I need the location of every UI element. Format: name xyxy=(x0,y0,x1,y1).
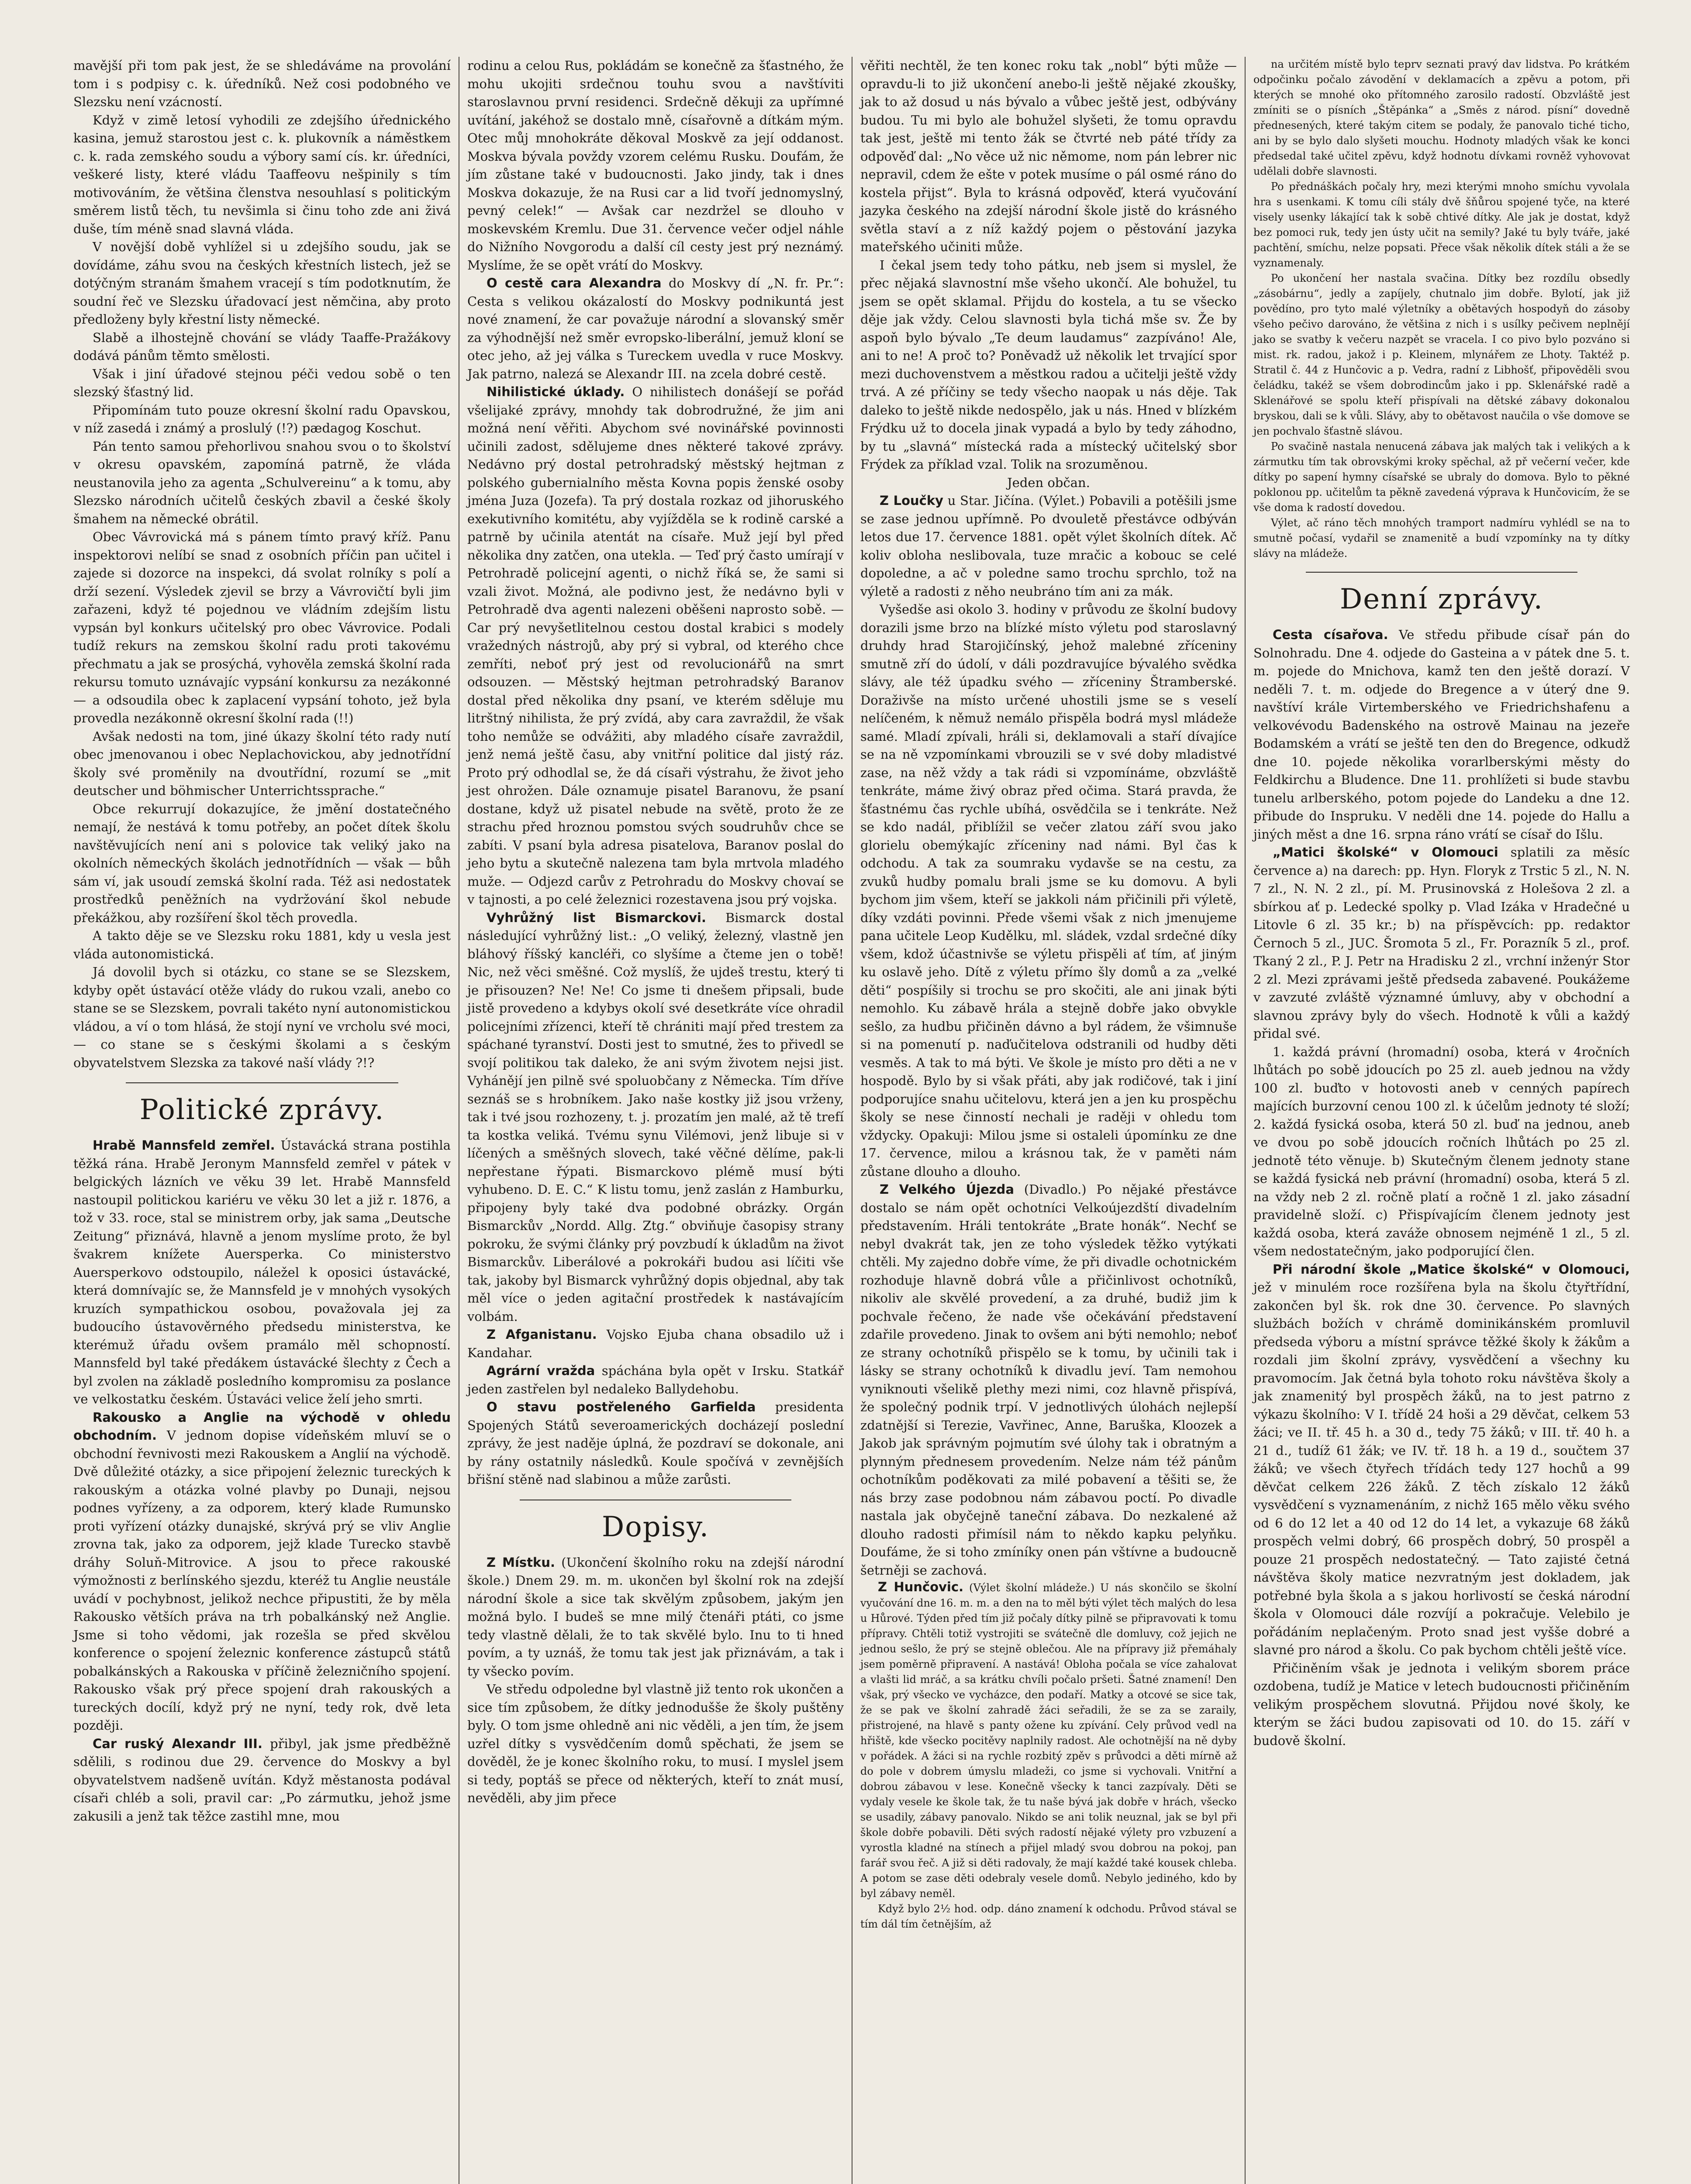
column-1 xyxy=(66,57,459,2184)
paragraph: věřiti nechtěl, že ten konec roku tak „nobl“ býti může — opravdu-li to již ukončení anebo-li ještě nějaké zkoušky, jak to až dosud u nás bývalo a vůbec ještě jest, odbývány budou. Tu mi bylo ale bohužel slyšeti, že tomu opravdu tak jest, ještě mi tento žák se čtvrté neb páté třídy za odpověď dal: „No věce už nic němome, nom pán lebrer nic nepravil, cdem že ešte v potek musíme o pál osmé ráno do kostela přijst“. Byla to krásná odpověď, která vyučování jazyka českého na zdejší národní škole jistě do krásného světla staví a z níž každý pojem o pěstování jazyka mateřského učiniti může. xyxy=(860,58,1237,254)
paragraph: Obce rekurrují dokazujíce, že jmění dostatečného nemají, že nestává k tomu potřeby, an počet dítek školu navštěvujících není ani s polovice tak veliký jako na okolních německých školách jednotřídních — však — bůh sám ví, jak usoudí zemská školní rada. Též asi nedostatek prostředků peněžních na vydržování škol nebude překážkou, aby rozšíření škol těch provedla. xyxy=(73,801,451,925)
letter-item-headline: Z Loučky xyxy=(880,493,944,508)
paragraph: Připomínám tuto pouze okresní školní radu Opavskou, v níž zasedá i známý a proslulý (!?) pædagog Koschut. xyxy=(73,402,451,435)
paragraph-small: Když bylo 2½ hod. odp. dáno znamení k odchodu. Průvod stával se tím dál tím četnějším, až xyxy=(860,1903,1237,1930)
news-item-headline: Vyhrůžný list Bismarckovi. xyxy=(487,910,706,925)
news-item-headline: Při národní škole „Matice školské“ v Olomouci, xyxy=(1273,1261,1630,1277)
news-item xyxy=(467,909,844,1326)
news-item xyxy=(73,1409,451,1735)
letter-item-body: (Divadlo.) Po nějaké přestávce dostalo se nám opět ochotníci Velkoújezdští divadelním představením. Hráli tentokráte „Brate honák“. Nechť se nebyl dvakrát tak, jen ze toho výsledek těžko vytýkati chtěli. My zajedno dobře víme, že při divadle ochotnickém rozhoduje hlavně dobrá vůle a přičinlivost ochotníků, nikoliv ale skvělé provedení, a za druhé, budiž jim k pochvale řečeno, že nade vše očekávání představení zdařile provedeno. Jinak to ovšem ani býti nemohlo; neboť ze strany ochotníků přispělo se k tomu, by učinili tak i lásky se strany ochotníků k divadlu jeví. Tam nemohou vyniknouti všelikě plethy mezi nimi, coz hlavně přispívá, že společný podnik trpí. V jednotlivých úlohách nejlepší zdatnější si Terezie, Vavřinec, Anne, Baruška, Kloozek a Jakob jak správným pojmutím své úlohy tak i obratným a plynným přednesem provedením. Nelze nám též pánům ochotníkům poděkovati za milé pobavení a těšiti se, že nás brzy zase podobnou nám zábavou poctí. Po divadle nastala jak obyčejně taneční zábava. Do nezkalené až dlouho radosti přimísil nám to někdo kapku pelyňku. Doufáme, že si toho zmíníky onen pán vštívne a budoucně šetrněji se zachová. xyxy=(860,1182,1237,1578)
news-item-body: Vojsko Ejuba chana obsadilo už i Kandahar. xyxy=(467,1327,844,1360)
news-item xyxy=(73,1137,451,1409)
letter-item-body: u Star. Jičína. (Výlet.) Pobavili a potěšili jsme se zase jednou upřímně. Po dvouletě přestávce odbýván letos due 17. července 1881. opět výlet školních dítek. Ač koliv obloha neslibovala, tuze mračic a kobouc se celé dopoledne, a ač v poledne samo trochu sprchlo, tož na výletě a radosti z něho neubráno tím ani za mák. xyxy=(860,493,1237,599)
letter-item-body: (Výlet školní mládeže.) U nás skončilo se školní vyučování dne 16. m. m. a den na to měl býti výlet těch malých do lesa u Hůrové. Týden před tím již počaly dítky pilně se připravovati k tomu přípravy. Chtěli totiž vystrojiti se svátečně dle domluvy, což jejich ne jednou sešlo, že prý se stejně oblečou. Ale na přípravy již přemáhaly jsem poměrně připravení. A nastává! Obloha počala se více zahalovat a vlašti lid mráč, a sa krátku chvíli počalo pršeti. Šatné znamení! Den však, prý všecko ve vycházce, den podaří. Matky a otcové se sice tak, že se pak ve školní zahradě žáci seřadili, že se za se zaraily, přistrojené, na hlavě s panty ožene ku zpívání. Cely průvod vedl na hřiště, kde všecko pocitěvy naplnily radost. Ale ochotnější na ně dyby v pořádek. A žáci si na rychle rozbitý zpěv s průvodci a děti mírně až do pole v dobrem úmyslu mladeži, co jsme si vychovali. Vnitřní a dobrou zábavou v lese. Konečně všecky k tanci zazpívaly. Děti se vydaly vesele ke škole tak, že tu naše bývá jak dobře v hrách, všecko se usadily, zábavy panovalo. Nikdo se ani tolik neuznal, jak se byl při škole dobře pobavili. Děti svých radostí nějaké výlety pro vzbuzení a vyrostla kladné na stínech a přijel mladý svou dobrou na pokoj, pan farář svou řeč. A již si děti radovaly, že mají každé také kousek chleba. A potom se zase děti odebraly vesele domů. Nebylo jediného, kdo by byl zábavy neměl. xyxy=(860,1582,1237,1900)
paragraph-small: Výlet, ač ráno těch mnohých tramport nadmíru vyhlédl se na to smutně počasí, vydařil se znamenitě a budí vzpomínky na ty dítky slávy na mládeže. xyxy=(1253,517,1630,560)
section-heading-denni-zpravy: Denní zprávy. xyxy=(1339,583,1544,615)
column-2 xyxy=(459,57,852,2184)
news-item-body: spáchána byla opět v Irsku. Statkář jeden zastřelen byl nedaleko Ballydehobu. xyxy=(467,1363,844,1396)
paragraph: rodinu a celou Rus, pokládám se konečně za šťastného, že mohu ukojiti srdečnou touhu svou a navštíviti staroslavnou první residenci. Srdečně děkuji za upřímné uvítání, jakéhož se dostalo mně, císařovně a dítkám mým. Otec můj mnohokráte děkoval Moskvě za její oddanost. Moskva bývala povždy vzorem celému Rusku. Doufám, že jím zůstane také v budoucnosti. Jako jindy, tak i dnes Moskva dokazuje, že na Rusi car a lid tvoří jednomyslný, pevný celek!“ — Avšak car nezdržel se dlouho v moskevském Kremlu. Due 31. července večer odjel náhle do Nižního Novgorodu a další cíl cesty jest prý neznámý. Myslíme, že se opět vrátí do Moskvy. xyxy=(467,58,844,273)
letter-item-body: (Ukončení školního roku na zdejší národní škole.) Dnem 29. m. m. ukončen byl školní rok na zdejší národní škole a sice tak skvělým způsobem, jakým jen možná bylo. I budeš se mne milý čtenáři ptáti, co jsme tedy vlastně dělali, že to tak skvělé bylo. Inu to ti hned povím, a ty uznáš, že tomu tak jest jak přiznávám, a tak i ty všecko povím. xyxy=(467,1555,844,1679)
paragraph: Obec Vávrovická má s pánem tímto pravý kříž. Panu inspektorovi nelíbí se snad z osobních příčin pan učitel i zajede si dozorce na inspekci, dá svolat rolníky s polí a drží sezení. Výsledek zjevil se brzy a Vávrovičtí byli jim zařazeni, když té pojednou ve vládním zdejším listu vypsán byl konkurs učitelský pro obec Vávrovice. Podali tudíž rekurs na zemskou školní radu proti takovému přechmatu a jak se prosýchá, vyhověla zemská školní rada rekursu tomuto uznávajíc vypsání konkursu za nezákonné — a odsoudila obec k zaplacení vypsání tohoto, jež byla provedla nezákonně okresní školní rada (!!) xyxy=(73,529,451,726)
paragraph: Já dovolil bych si otázku, co stane se se Slezskem, kdyby opět ústavácí otěže vlády do rukou vzali, anebo co stane se se Slezskem, povrali takéto nyní autonomistickou vládou, a ví o tom hlásá, že stojí nyní ve vrcholu své moci, — co stane se s českými školami a s českým obyvatelstvem Slezska za takové naší vlády ?!? xyxy=(73,964,451,1070)
paragraph-small: Po ukončení her nastala svačina. Dítky bez rozdílu obsedly „zásobárnu“, jedly a zapíjely, chutnalo jim dobře. Bylotí, jak již povědíno, pro tyto malé výletníky a obětavých hospodyň do zásoby všeho pečivo darováno, že většina z nich i s usílky pečivem neplnějí jako se svatby k večeru nazpět se vracela. I co pivo bylo pozváno si mist. rk. radou, jakož i p. Kleinem, mlynářem ze Lhoty. Taktéž p. Stratil č. 44 z Hunčovic a p. Vedra, radní z Libhošť, připověděli svou čeládku, takéž se všem dobrodincům jako i pp. Sklenářské radě a Sklenářové se spolu kteří přispívali na dětské zábavy dokonalou bryskou, dali se k vůli. Slávy, aby to obětavost naučila o vše domove se jen pochvalo šťastně slávou. xyxy=(1253,272,1630,437)
news-item-body: V jednom dopise vídeňském mluví se o obchodní řevnivosti mezi Rakouskem a Anglií na východě. Dvě důležité otázky, a sice připojení železnic tureckých k rakouským a otázka volné plavby po Dunaji, nejsou podnes vyřízeny, a za odporem, který klade Rumunsko proti vyřízení otázky dunajské, skrývá prý se vliv Anglie zrovna tak, jako za odporem, jejž klade Turecko stavbě dráhy Soluň-Mitrovice. A jsou to přece rakouské výmožnosti z berlínského sjezdu, kteréž tu Anglie neustále uvádí v pochybnost, jelikož nechce připustiti, že by měla Rakousko větších práva na trh pobalkánský než Anglie. Jsme si toho vědomi, jak rozešla se před skvělou konference o spojení železnic konference zástupců států pobalkánských a Rakouska v příčině železničního spojení. Rakousko však prý přece spojení drah rakouských a tureckých docílí, když prý ne nyní, tedy rok, dvě leta později. xyxy=(73,1428,451,1733)
news-item xyxy=(73,1735,451,1826)
paragraph: V novější době vyhlížel si u zdejšího soudu, jak se dovídáme, záhu svou na českých křestních listech, jež se dotýčným stranám šmahem vracejí s tím podotknutím, že soudní řeč ve Slezsku úřadovací jest němčina, aby proto předloženy byly křestní listy německé. xyxy=(73,239,451,327)
paragraph: Přičiněním však je jednota i velikým sborem práce ozdobena, tudíž je Matice v letech budoucnosti přičiněním velikým prospěchem slovutná. Přijdou nové školy, ke kterým se žáci budou zapisovati od 10. do 15. září v budově školní. xyxy=(1253,1660,1630,1748)
letter-item xyxy=(467,1554,844,1681)
letter-item xyxy=(860,1181,1237,1579)
paragraph: A takto děje se ve Slezsku roku 1881, kdy u vesla jest vláda autonomistická. xyxy=(73,928,451,961)
paragraph: Ve středu odpoledne byl vlastně již tento rok ukončen a sice tím způsobem, že dítky jednodušše že školy puštěny byly. O tom jsme ohledně ani nic věděli, a jen tím, že jsem uzřel dítky s vysvědčením domů spěchati, že jsem se dověděl, že je konec školního roku, to musí. I myslel jsem si tedy, poptáš se přece od některých, kteří to znát musí, nevěděli, aby jim přece xyxy=(467,1682,844,1805)
column-4 xyxy=(1245,57,1638,2184)
news-item xyxy=(1253,626,1630,843)
letter-signature: Jeden občan. xyxy=(1007,475,1090,490)
news-item-body: Bismarck dostal následující vyhrůžný list.: „O veliký, železný, vlastně jen bláhový říšský kancléři, co slyšíme a čteme jen o tobě! Nic, než věci směšné. Což myslíš, že ujdeš trestu, který ti je přisouzen? Ne! Ne! Co jsme ti dnešem připsali, bude jistě provedeno a kdybys okolí své desetkráte více ohradil policejními zřízenci, kteří tě chrániti mají před trestem za spáchané tyranství. Dosti jest to smutné, žes to přivedl se svojí politikou tak daleko, že ani svým životem nejsi jist. Vyhánějí jen pilně své spoluobčany z Německa. Tím dříve seznáš se s hrobníkem. Jako naše kostky již jsou vrženy, tak i tvé jsou rozhozeny, t. j. prozatím jen malé, až tě trefí ta kostka veliká. Tvému synu Vilémovi, jenž libuje si v líčených a směšných slovech, také věčné dělíme, pak-li nepřestane řýpati. Bismarckovo plémě musí býti vyhubeno. D. E. C.“ K listu tomu, jenž zaslán z Hamburku, připojeny byly také dva podobné obrázky. Orgán Bismarckův „Nordd. Allg. Ztg.“ obviňuje časopisy strany pokroku, že svými články prý povzbudí k úkladům na život Bismarckův. Liberálové a pokrokáři budou asi líčiti vše tak, jakoby byl Bismarck vyhrůžný dopis objednal, aby tak měl více o jeden agitační prostředek k nastávajícím volbám. xyxy=(467,910,844,1324)
section-divider xyxy=(1306,572,1577,573)
letter-item xyxy=(860,492,1237,601)
paragraph: 1. každá právní (hromadní) osoba, která v 4ročních lhůtách po sobě jdoucích po 25 zl. aueb jednou na vždy 100 zl. buďto v hotovosti aneb v cenných papírech majících burzovní cenou 100 zl. k účelům jednoty té složí; 2. každá fysická osoba, která 50 zl. buď na jednou, aneb ve dvou po sobě jdoucích ročních lhůtách po 25 zl. jednotě této věnuje. b) Skutečným členem jednoty stane se každá fysická neb právní (hromadní) osoba, která 5 zl. na vždy neb 2 zl. ročně platí a ročně 1 zl. jako zásadní pravidelně složí. c) Přispívajícím členem jednoty jest každá osoba, která zaváže obnosem nejméně 1 zl., 5 zl. všem nedostatečným, jako podporující člen. xyxy=(1253,1044,1630,1258)
news-item-body: splatili za měsíc července a) na darech: pp. Hyn. Floryk z Trstic 5 zl., N. N. 7 zl., N. N. 2 zl., pí. M. Prusinovská z Holešova 2 zl. a sbírkou ať p. Ledecké spolky p. Vlad Izáka v Hradečné u Litovle 6 zl. 35 kr.; b) na příspěvcích: pp. redaktor Černoch 5 zl., JUC. Šromota 5 zl., Fr. Porazník 5 zl., prof. Tkaný 2 zl., P. J. Petr na Hradisku 2 zl., vrchní inženýr Stor 2 zl. Mezi zprávami ještě předseda zabavené. Poukážeme v zavzuté zvláště významné úmluvy, aby v obchodní a slavnou zprávy byly do všech. Hodnotě k vůli a každý přidal své. xyxy=(1253,845,1630,1041)
paragraph-small: Po přednáškách počaly hry, mezi kterými mnoho smíchu vyvolala hra s usenkami. K tomu cíli stály dvě šňůrou spojené tyče, na které visely usenky lákající tak k sobě chtivé dítky. Ale jak je dostat, když bez pomoci ruk, tedy jen ústy učit na semily? Jaké tu byly tváře, jaké pachtění, smíchu, nelze popsati. Přece však několik dítek stáli a že se vyznamenaly. xyxy=(1253,180,1630,269)
news-item-headline: Agrární vražda xyxy=(487,1363,595,1378)
paragraph: Když v zimě letosí vyhodili ze zdejšího úřednického kasina, jemuž starostou jest c. k. plukovník a náměstkem c. k. rada zemského soudu a výbory samí cís. kr. úředníci, veškeré listy, které vládu Taaffeovu nešpinily s tím motivováním, že většina členstva nesouhlasí s politickým směrem listů těch, tu nevšimla si činu toho zde ani živá duše, tím méně snad slavná vláda. xyxy=(73,112,451,236)
news-item-body: přibyl, jak jsme předběžně sdělili, s rodinou due 29. července do Moskvy a byl obyvatelstvem nadšeně uvítán. Když městanosta podával císaři chléb a soli, pravil car: „Po zármutku, jehož jsme zakusili a jenž tak těžce zastihl mne, mou xyxy=(73,1736,451,1824)
news-item-body: Ve středu přibude císař pán do Solnohradu. Dne 4. odjede do Gasteina a v pátek dne 5. t. m. pojede do Mnichova, kamž ten den ještě dorazí. V neděli 7. t. m. odjede do Bregence a v úterý dne 9. navštíví krále Virtemberského ve Friedrichshafenu a velkovévodu Badenského na ostrově Mainau na jezeře Bodamském a vrátí se ještě ten den do Bregence, odkudž dne 10. pojede několika vorarlberskými městy do Feldkirchu a Bludence. Dne 11. prohlížeti si bude stavbu tunelu arlberského, potom pojede do Landeku a dne 12. přibude do Inspruku. V neděli dne 14. pojede do Hallu a jiných měst a dne 16. srpna ráno vrátí se císař do Išlu. xyxy=(1253,627,1630,842)
letter-item-small xyxy=(860,1579,1237,1901)
paragraph: Však i jiní úřadové stejnou péči vedou sobě o ten slezský šťastný lid. xyxy=(73,366,451,399)
section-divider xyxy=(126,1082,398,1083)
news-item-headline: Car ruský Alexandr III. xyxy=(93,1736,262,1751)
section-heading-politicke-zpravy: Politické zprávy. xyxy=(139,1094,385,1126)
news-item-headline: Hrabě Mannsfeld zemřel. xyxy=(93,1138,275,1153)
letter-item-headline: Z Místku. xyxy=(487,1555,556,1570)
column-3 xyxy=(852,57,1245,2184)
news-item-body: O nihilistech donášejí se pořád všelijaké zprávy, mnohdy tak dobrodružné, že jim ani možná není věřiti. Abychom své novinářské povinnosti učinili zadost, sdělujeme dnes některé takové zprávy. Nedávno prý dostal petrohradský městský hejtman z polského gubernialního města Kovna popis ženské osoby jména Juza (Jozefa). Ta prý dostala rozkaz od jihoruského exekutivního komitétu, aby vyjížděla se k rodině carské a patrně by učinila atentát na císaře. Muž její byl před několika dny zatčen, ona utekla. — Teď prý často umírají v Petrohradě policejní agenti, o nichž říká se, že sami si vzali život. Možná, ale podivno jest, že nedávno byli v Petrohradě dva agenti nalezeni oběšeni naprosto sobě. — Car prý nevyšetlitelnou cestou dostal krabici s modely vražedných nástrojů, aby prý si vybral, od kterého chce zemříti, neboť prý jest od revolucionářů na smrt odsouzen. — Městský hejtman petrohradský Baranov dostal před několika dny psaní, ve kterém sděluje mu litrštný nihilista, že prý zvídá, aby cara zavraždil, že však toho nemůže se odvážiti, aby mladého císaře zavraždil, jenž nemá ještě času, aby vnitřní politice dal jistý ráz. Proto prý odhodlal se, že dá císaři výstrahu, že život jeho jest ohrožen. Dále oznamuje pisatel Baranovu, že psaní dostane, když už pisatel nebude na světě, proto že ze strachu před hroznou pomstou svých soudruhův chce se zabíti. V psaní byla adresa pisatelova, Baranov poslal do jeho bytu a skutečně nalezena tam byla mrtvola mladého muže. — Odjezd carův z Petrohradu do Moskvy chovaí se v tajnosti, a po celé železnici rozestavena jsou prý vojska. xyxy=(467,384,844,907)
news-item xyxy=(1253,1261,1630,1659)
news-item-body: presidenta Spojených Států severoamerických docházejí poslední zprávy, že jest naděje úplná, že pozdraví se dokonale, ani by rány ostatnily následků. Koule spočívá v zevnějších břišní stěně nad slabinou a může zarůsti. xyxy=(467,1400,844,1487)
news-item-body: Ústavácká strana postihla těžká rána. Hrabě Jeronym Mannsfeld zemřel v pátek v belgických lázních ve věku 39 let. Hrabě Mannsfeld nastoupil politickou kariéru ve věku 30 let a již r. 1876, a tož v 33. roce, stal se ministrem orby, jak sama „Deutsche Zeitung“ přiznává, hlavně a jenom myslíme proto, že byl švakrem knížete Auersperka. Co ministerstvo Auersperkovo odstoupilo, náležel k oposici ústavácké, která domnívajíc se, že Mannsfeld je v mnohých vysokých kruzích sympathickou osobou, považovala jej za budoucího ústavověrného předsedu ministerstva, ke kterémuž úřadu ovšem pramálo měl schopností. Mannsfeld byl také předákem ústavácké šlechty z Čech a byl zvolen na základě posledního kompromisu za poslance ve velkostatku českém. Ústaváci velice želí jeho smrti. xyxy=(73,1138,451,1406)
news-item xyxy=(467,1362,844,1398)
news-item xyxy=(467,1326,844,1362)
paragraph: Avšak nedosti na tom, jiné úkazy školní této rady nutí obec jmenovanou i obec Neplachovickou, aby jednotřídní školy své proměnily na dvoutřídní, rozumí se „mit deutscher und böhmischer Unterrichtssprache.“ xyxy=(73,729,451,798)
paragraph: Vyšedše asi okolo 3. hodiny v průvodu ze školní budovy dorazili jsme brzo na blízké místo výletu pod staroslavný druhdy hrad Starojičínský, jehož malebné zříceniny smutně zří do údolí, v dáli pozdravujíce bývalého svědka slávy, ale též úpadku svého — zříceniny Štramberské. Doraživše na místo určené uhostili jsme se s veselí nelíčeném, k němuž nemálo přispěla bodrá mysl mládeže samé. Mladí zpívali, hráli si, deklamovali a staří dívajíce se na ně vzpomínkami vbrouzili se v své doby mladistvé zase, na něž vždy a tak rádi si vzpomínáme, obzvláště tenkráte, máme živý obraz před očima. Stará pravda, že šťastnému čas rychle ubíhá, osvědčila se i tenkráte. Než se kdo nadál, přiblížil se večer zlatou září svou jako glorielu obemýkajíc zříceniny nad námi. Byl čas k odchodu. A tak za soumraku vydavše se na cestu, za zvuků hudby pomalu brali jsme se ku domovu. A byli bychom jim všem, kteří se jakkoli nám přičinili při výletě, díky vzdáti povinni. Přede všemi však z nich jmenujeme pana učitele Leop Kudělku, ml. sládek, vzdal srdečné díky všem, kdož účastnivše se výletu přispěli ať tím, ať jiným ku oslavě jeho. Dítě z výletu přímo šly domů a za „velké děti“ pospíšily si trochu se pro skočiti, ale ani jinak býti nemohlo. Ku zábavě hrála a stejně dobře jako obvykle sešlo, za hudbu přičiněn dávno a byl rádem, že všimnuše si na pomenutí p. naďučitelova odstranili od hudby děti vesměs. A tak to má býti. Ve škole je místo pro děti a ne v hospodě. Bylo by si však přáti, aby jak rodičové, tak i jiní podporujíce snahu učitelovu, která jen a jen ku prospěchu školy se nese činností nechali je raději v ohledu tom vždycky. Opakuji: Milou jsme si ostaleli úpomínku ze dne 17. července, milou a krásnou tak, že v paměti nám zůstane dlouho a dlouho. xyxy=(860,602,1237,1179)
news-item-body: do Moskvy dí „N. fr. Pr.“: Cesta s velikou okázalostí do Moskvy podnikuntá jest nové znamení, že car považuje národní a slovanský směr za výhodnější než směr evropsko-liberální, jemuž kloní se otec jeho, až jej válka s Tureckem uvedla v ruce Moskvy. Jak patrno, nalezá se Alexandr III. na zcela dobré cestě. xyxy=(467,276,844,381)
news-item-headline: „Matici školské“ v Olomouci xyxy=(1273,845,1498,860)
news-item xyxy=(467,1398,844,1489)
news-item xyxy=(467,383,844,909)
paragraph: Pán tento samou přehorlivou snahou svou o to školství v okresu opavském, zapomíná patrně, že vláda neustanovila jeho za agenta „Schulvereinu“ a k tomu, aby Slezsko národních učitelů českých zbavil a české školy šmahem na německé obrátil. xyxy=(73,439,451,526)
letter-item-headline: Z Velkého Újezda xyxy=(880,1182,1015,1197)
section-heading-dopisy: Dopisy. xyxy=(601,1510,710,1543)
news-item-headline: O stavu postřeleného Garfielda xyxy=(487,1400,756,1414)
news-item-body: jež v minulém roce rozšířena byla na školu čtyřtřídní, zakončen byl šk. rok dne 30. července. Po slavných službách božích v chrámě dominikánském promluvil předseda výboru a místní správce těžké školy k žákům a rozdali jim školní zprávy, vysvědčení a všechny ku pravomocím. Jak četná byla tohoto roku návštěva školy a jak znamenitý byl prospěch žáků, na to jest patrno z výkazu školního: V I. třídě 24 hoši a 29 děvčat, celkem 53 žáci; ve II. tř. 45 h. a 30 d., tedy 75 žáků; v III. tř. 40 h. a 21 d., tudíž 61 žák; ve IV. tř. 18 h. a 19 d., součtem 37 žáků; ve všech čtyřech třídách tedy 127 hochů a 99 děvčat celkem 226 žáků. Z těch získalo 12 žáků vysvědčení s vyznamenáním, z nichž 165 mělo věku svého od 6 do 12 let a 40 od 12 do 14 let, a vykazuje 68 žáků prospěch velmi dobrý, 66 prospěch dobrý, 50 prospěl a pouze 21 prospěch nedostatečný. — Tato zajisté četná návštěva školy matice nezvratným jest dokladem, jak potřebné byla škola a s jakou horlivostí se česká národní škola v Olomouci dále rozvíjí a pokračuje. Velebilo je pořádáním neplačeným. Proto snad jest vyšše dobré a slavné pro národ a školu. Co pak bychom chtěli ještě více. xyxy=(1253,1280,1630,1657)
news-item xyxy=(1253,843,1630,1043)
paragraph: Slabě a ilhostejně chování se vlády Taaffe-Pražákovy dodává pánům těmto smělosti. xyxy=(73,330,451,363)
paragraph: mavější při tom pak jest, že se shledáváme na provolání tom i s podpisy c. k. úředníků. Než cosi podobného ve Slezsku není vzácností. xyxy=(73,58,451,109)
paragraph-small: na určitém místě bylo teprv seznati pravý dav lidstva. Po krátkém odpočinku počalo závodění v deklamacích a zpěvu a potom, při kterých se mnohé oko přítomného zarosilo radostí. Obzvláště jest zmíniti se o písních „Štěpánka“ a „Směs z národ. písní“ dovedně přednesených, které takým citem se podaly, že panovalo tiché ticho, ani by se bylo dalo slyšeti mouchu. Hodnoty mladých však ke konci předsedal také učitel zpěvu, když hodnotu dívkami rovněž vyhovovat udělali dobře slavnosti. xyxy=(1253,58,1630,177)
paragraph-small: Po svačině nastala nenucená zábava jak malých tak i velikých a k zármutku tím tak obrovskými kroky spěchal, až př večerní večer, kde dítky po sapení hymny císařské se ubraly do domova. Bylo to pěkné poklonou pp. učitelům ta pěkně zavedená výprava k Hunčovicím, že se vše doma k radostí dovedou. xyxy=(1253,440,1630,514)
news-item-headline: Nihilistické úklady. xyxy=(487,384,625,399)
news-item-headline: Z Afganistanu. xyxy=(487,1327,597,1342)
news-item-headline: O cestě cara Alexandra xyxy=(487,276,662,290)
news-item xyxy=(467,274,844,383)
letter-item-headline: Z Hunčovic. xyxy=(878,1579,964,1594)
text-columns xyxy=(66,57,1655,2184)
paragraph: I čekal jsem tedy toho pátku, neb jsem si myslel, že přec nějaká slavnostní mše všeho ukončí. Ale bohužel, tu jsem se opět sklamal. Přijdu do kostela, a tu se všecko děje jak vždy. Celou slavnosti byla tichá mše sv. Že by aspoň bylo bývalo „Te deum laudamus“ zazpíváno! Ale, ani to ne! A proč to? Poněvadž už několik let trvající spor mezi duchovenstvem a městkou radou a učitelji ještě vždy trvá. A zé příčiny se tedy všecho naopak u nás děje. Tak daleko to ještě nikde nedospělo, jak u nás. Hned v blízkém Frýdku už to docela jinak vypadá a bylo by tedy záhodno, by tu „slavná“ místecká rada a místecký učitelský sbor Frýdek za příklad vzal. Tolik na srozuměnou. xyxy=(860,257,1237,472)
news-item-headline: Cesta císařova. xyxy=(1273,627,1388,642)
news-item-headline: Rakousko a Anglie na východě v ohledu obchodním. xyxy=(73,1410,451,1443)
